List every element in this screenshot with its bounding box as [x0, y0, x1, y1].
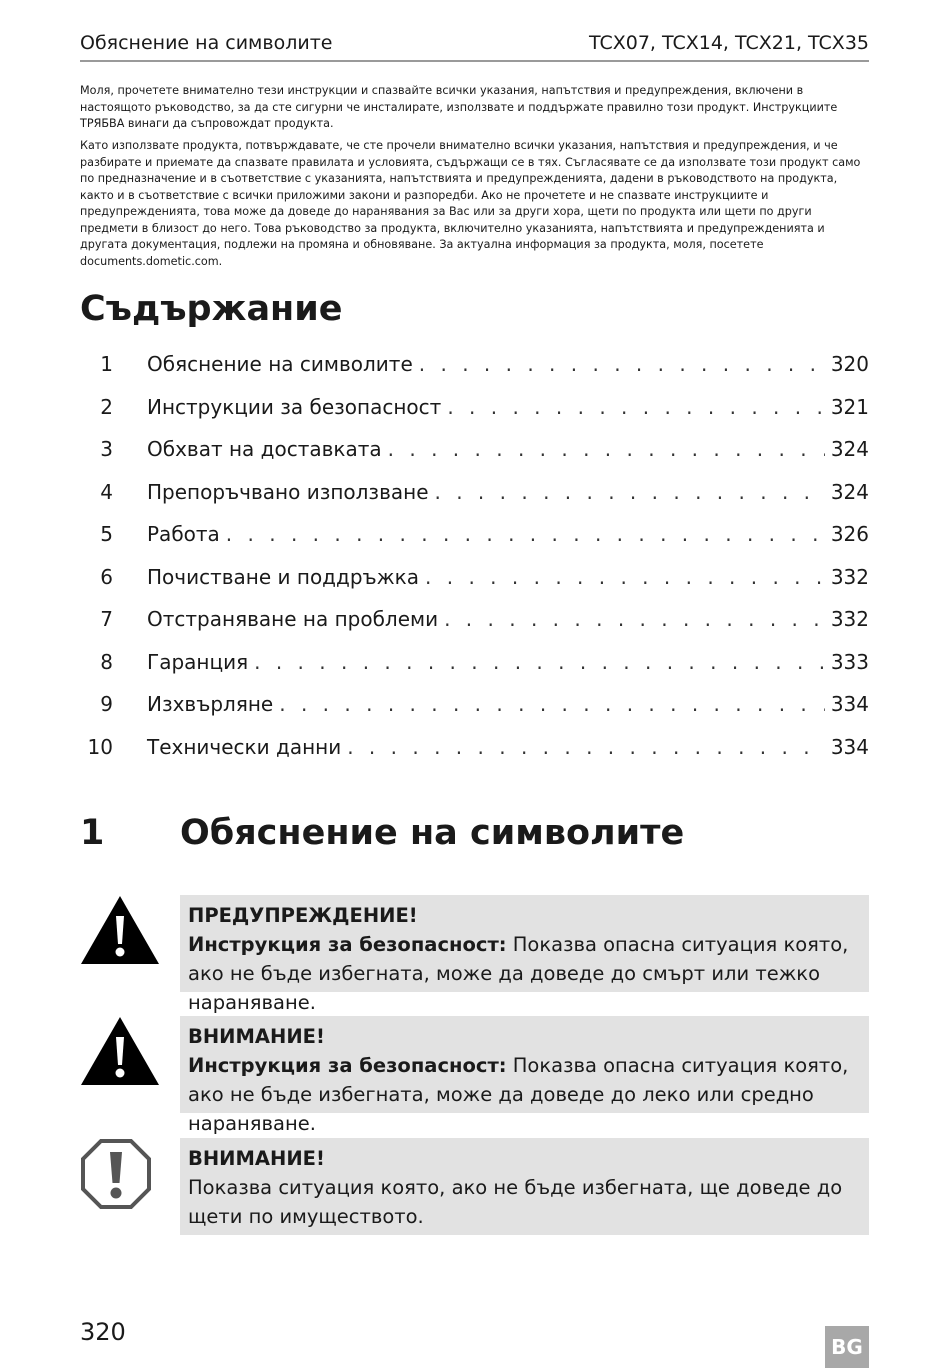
toc-entry-page: 324 — [830, 437, 869, 462]
toc-entry[interactable] — [80, 513, 869, 556]
notice-label: Инструкция за безопасност: — [188, 1054, 507, 1077]
toc-entry-page: 332 — [830, 607, 869, 632]
intro-paragraph-2: Като използвате продукта, потвърждавате, че сте прочели внимателно всички указания, напътствия и предупреждения, и че разбирате и приемате да спазвате правилата и условията, съдържащи се в тях. Съгласявате се да използвате този продукт само по предназначение и в съответствие с указанията, напътствията и предупрежденията, дадени в ръководството на продукта, както и в съответствие с всички приложими закони и разпоредби. Ако не прочетете и не спазвате инструкциите и предупрежденията, това може да доведе до наранявания за Вас или за други хора, щети по продукта или щети по други предмети в близост до него. Това ръководство за продукта, включително указанията, напътствията и предупрежденията и другата документация, подлежи на промяна и обновяване. За актуална информация за продукта, моля, посетете documents.dometic.com. — [80, 139, 861, 268]
header-divider — [80, 60, 869, 62]
notice-label: Инструкция за безопасност: — [188, 933, 507, 956]
toc-entry-number: 8 — [100, 649, 113, 674]
toc-entry-label: Работа — [147, 522, 220, 547]
caution-triangle-icon — [80, 1015, 160, 1087]
toc-dot-leader — [279, 692, 825, 716]
toc-entry-label: Технически данни — [147, 734, 342, 759]
toc-entry-page: 320 — [830, 352, 869, 377]
toc-title: Съдържание — [80, 289, 343, 329]
property-notice — [180, 1138, 869, 1235]
toc-entry[interactable] — [80, 726, 869, 769]
toc-entry-page: 324 — [830, 479, 869, 504]
toc-entry-page: 333 — [830, 649, 869, 674]
toc-entry[interactable] — [80, 598, 869, 641]
toc-dot-leader — [447, 395, 825, 419]
toc-dot-leader — [347, 735, 825, 759]
language-badge: BG — [825, 1326, 869, 1368]
toc-entry-page: 321 — [830, 394, 869, 419]
toc-entry-label: Гаранция — [147, 649, 249, 674]
table-of-contents — [80, 343, 869, 768]
notice-title: ПРЕДУПРЕЖДЕНИЕ! — [188, 904, 418, 927]
toc-dot-leader — [254, 650, 825, 674]
notice-text: Показва ситуация която, ако не бъде избегната, ще доведе до щети по имуществото. — [188, 1176, 843, 1228]
toc-entry[interactable] — [80, 343, 869, 386]
toc-dot-leader — [435, 480, 825, 504]
toc-entry-page: 326 — [830, 522, 869, 547]
toc-entry[interactable] — [80, 683, 869, 726]
toc-entry[interactable] — [80, 556, 869, 599]
toc-dot-leader — [226, 522, 825, 546]
toc-dot-leader — [419, 352, 825, 376]
toc-entry-label: Почистване и поддръжка — [147, 564, 420, 589]
page-number: 320 — [80, 1318, 126, 1346]
warning-triangle-icon — [80, 894, 160, 966]
toc-entry-number: 6 — [100, 564, 113, 589]
notice-text: Показва опасна ситуация която, ако не бъде избегната, може да доведе до леко или средно нараняване. — [188, 1054, 849, 1135]
toc-entry-page: 334 — [830, 692, 869, 717]
toc-dot-leader — [444, 607, 825, 631]
section-title: Обяснение на символите — [180, 813, 685, 853]
toc-entry[interactable] — [80, 386, 869, 429]
caution-notice — [180, 1016, 869, 1135]
toc-entry-number: 10 — [87, 734, 113, 759]
toc-entry-page: 332 — [830, 564, 869, 589]
notice-title: ВНИМАНИЕ! — [188, 1147, 325, 1170]
section-number: 1 — [80, 813, 105, 853]
toc-entry-number: 1 — [100, 352, 113, 377]
toc-entry-number: 3 — [100, 437, 113, 462]
warning-notice — [180, 895, 869, 1014]
toc-entry-number: 4 — [100, 479, 113, 504]
running-header-section: Обяснение на символите — [80, 32, 333, 54]
toc-entry-label: Изхвърляне — [147, 692, 274, 717]
intro-paragraph-1: Моля, прочетете внимателно тези инструкции и спазвайте всички указания, напътствия и предупреждения, включени в настоящото ръководство, за да сте сигурни че инсталирате, използвате и поддържате правилно този продукт. Инструкциите ТРЯБВА винаги да съпровождат продукта. — [80, 84, 838, 130]
toc-entry[interactable] — [80, 471, 869, 514]
notice-text: Показва опасна ситуация която, ако не бъде избегната, може да доведе до смърт или тежко нараняване. — [188, 933, 849, 1014]
toc-entry-number: 2 — [100, 394, 113, 419]
toc-entry[interactable] — [80, 641, 869, 684]
notice-title: ВНИМАНИЕ! — [188, 1025, 325, 1048]
toc-entry-number: 9 — [100, 692, 113, 717]
running-header-models: TCX07, TCX14, TCX21, TCX35 — [588, 32, 869, 54]
toc-dot-leader — [388, 437, 825, 461]
toc-entry-label: Отстраняване на проблеми — [147, 607, 439, 632]
toc-entry-label: Обхват на доставката — [147, 437, 382, 462]
toc-entry[interactable] — [80, 428, 869, 471]
toc-entry-page: 334 — [830, 734, 869, 759]
toc-entry-label: Обяснение на символите — [147, 352, 413, 377]
toc-entry-number: 5 — [100, 522, 113, 547]
toc-entry-number: 7 — [100, 607, 113, 632]
toc-entry-label: Инструкции за безопасност — [147, 394, 442, 419]
notice-octagon-icon — [80, 1138, 152, 1210]
toc-entry-label: Препоръчвано използване — [147, 479, 429, 504]
toc-dot-leader — [425, 565, 825, 589]
